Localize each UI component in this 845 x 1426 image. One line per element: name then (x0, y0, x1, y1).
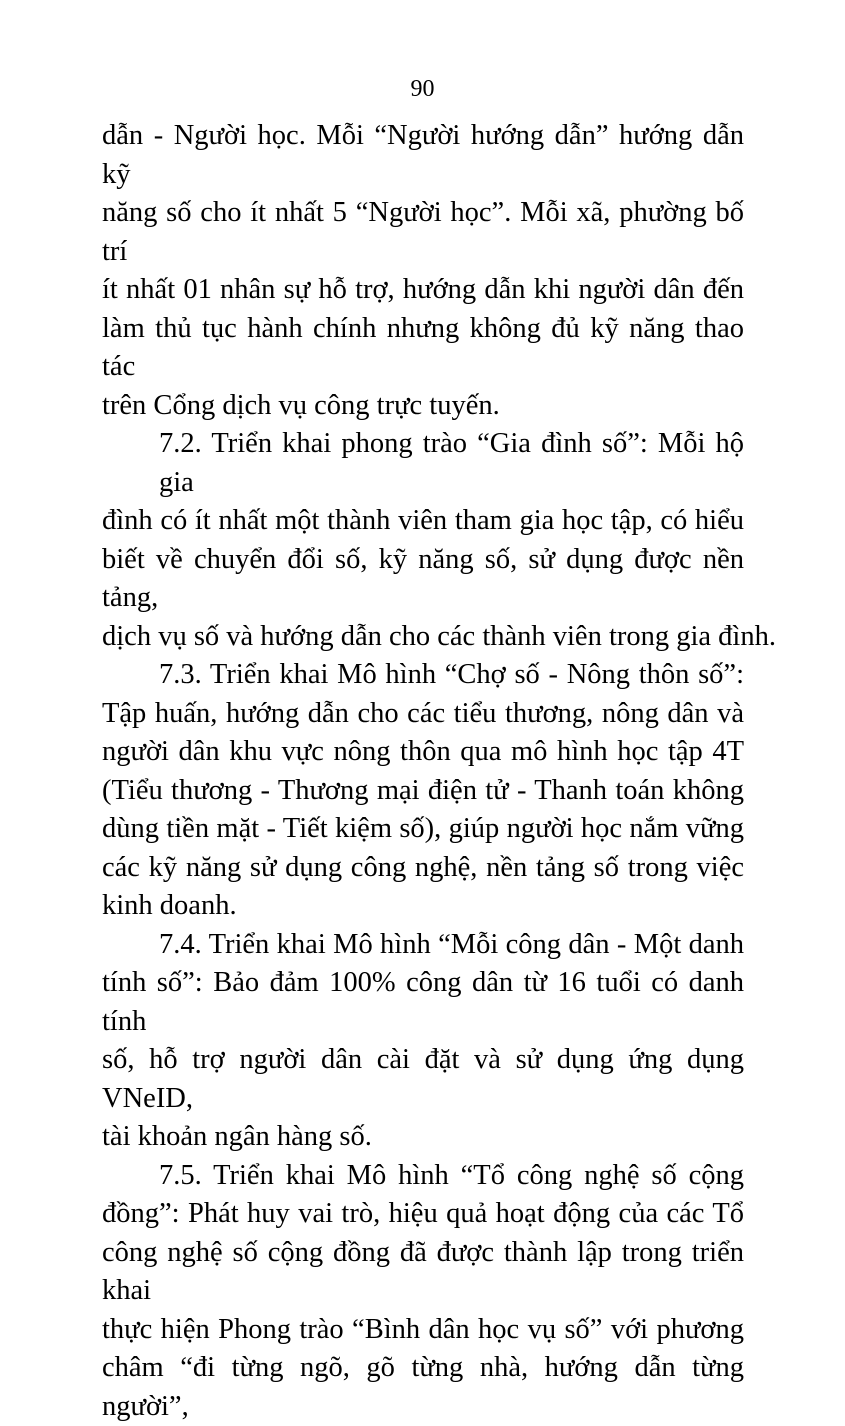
text-line: ít nhất 01 nhân sự hỗ trợ, hướng dẫn khi người dân đến (102, 271, 744, 310)
text-line: số, hỗ trợ người dân cài đặt và sử dụng ứng dụng VNeID, (102, 1041, 744, 1118)
text-line: Tập huấn, hướng dẫn cho các tiểu thương, nông dân và (102, 695, 744, 734)
text-line: năng số cho ít nhất 5 “Người học”. Mỗi xã, phường bố trí (102, 194, 744, 271)
text-line: dùng tiền mặt - Tiết kiệm số), giúp người học nắm vững (102, 810, 744, 849)
text-line: dịch vụ số và hướng dẫn cho các thành viên trong gia đình. (102, 618, 744, 657)
text-line: công nghệ số cộng đồng đã được thành lập trong triển khai (102, 1234, 744, 1311)
text-line: trên Cổng dịch vụ công trực tuyến. (102, 387, 744, 426)
paragraph-continuation (102, 117, 744, 425)
text-line: 7.3. Triển khai Mô hình “Chợ số - Nông thôn số”: (102, 656, 744, 695)
text-line: 7.4. Triển khai Mô hình “Mỗi công dân - Một danh (102, 926, 744, 965)
text-line: 7.2. Triển khai phong trào “Gia đình số”: Mỗi hộ gia (102, 425, 744, 502)
text-line: tính số”: Bảo đảm 100% công dân từ 16 tuổi có danh tính (102, 964, 744, 1041)
text-line: châm “đi từng ngõ, gõ từng nhà, hướng dẫn từng người”, (102, 1349, 744, 1426)
text-line: biết về chuyển đổi số, kỹ năng số, sử dụng được nền tảng, (102, 541, 744, 618)
text-line: tài khoản ngân hàng số. (102, 1118, 744, 1157)
page-number: 90 (0, 75, 845, 103)
text-line: các kỹ năng sử dụng công nghệ, nền tảng số trong việc (102, 849, 744, 888)
text-line: đình có ít nhất một thành viên tham gia học tập, có hiểu (102, 502, 744, 541)
text-line: 7.5. Triển khai Mô hình “Tổ công nghệ số cộng (102, 1157, 744, 1196)
paragraph-7-3 (102, 656, 744, 926)
paragraph-7-5 (102, 1157, 744, 1426)
document-body (102, 117, 744, 1426)
text-line: người dân khu vực nông thôn qua mô hình học tập 4T (102, 733, 744, 772)
text-line: làm thủ tục hành chính nhưng không đủ kỹ năng thao tác (102, 310, 744, 387)
paragraph-7-4 (102, 926, 744, 1157)
text-line: (Tiểu thương - Thương mại điện tử - Thanh toán không (102, 772, 744, 811)
paragraph-7-2 (102, 425, 744, 656)
text-line: kinh doanh. (102, 887, 744, 926)
text-line: đồng”: Phát huy vai trò, hiệu quả hoạt động của các Tổ (102, 1195, 744, 1234)
text-line: dẫn - Người học. Mỗi “Người hướng dẫn” hướng dẫn kỹ (102, 117, 744, 194)
text-line: thực hiện Phong trào “Bình dân học vụ số” với phương (102, 1311, 744, 1350)
